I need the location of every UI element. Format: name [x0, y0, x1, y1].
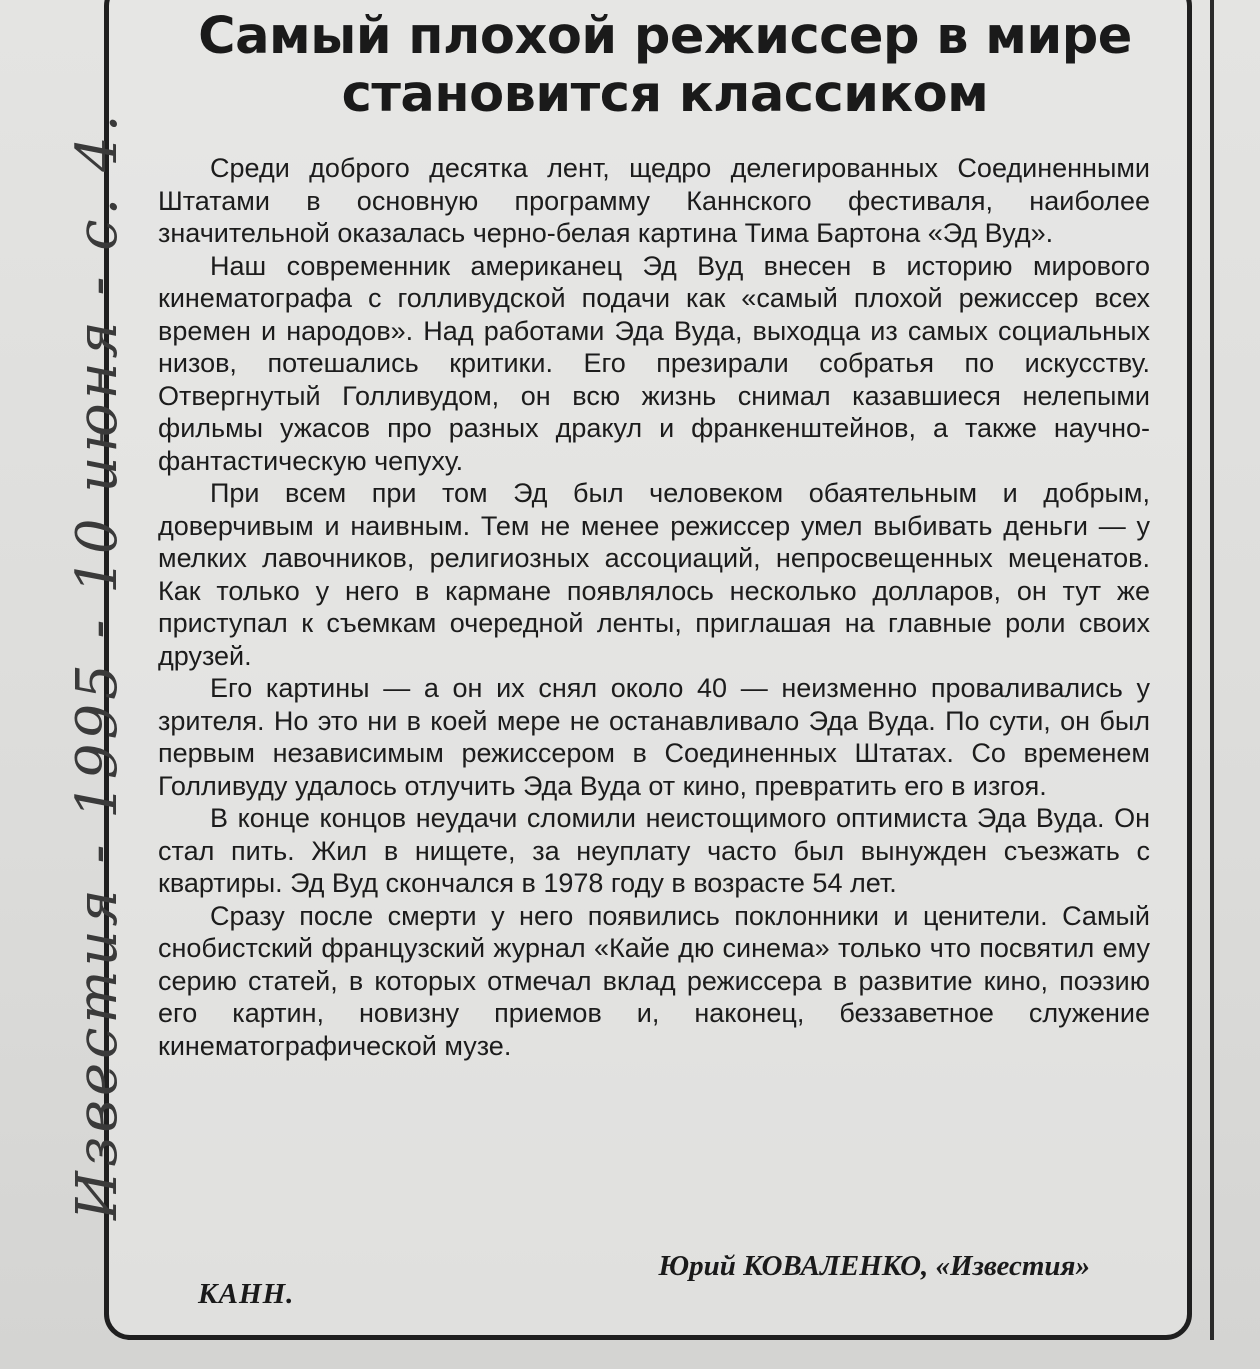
column-rule: [1210, 0, 1214, 1340]
article-headline: Самый плохой режиссер в мире становится классиком: [198, 7, 1132, 124]
article-paragraph: Наш современник американец Эд Вуд внесен в историю мирового кинематографа с голливудской подачи как «самый плохой режиссер всех времен и народов». Над работами Эда Вуда, выходца из самых социальных низов, потешались критики. Его презирали собратья по искусству. Отвергнутый Голливудом, он всю жизнь снимал казавшиеся нелепыми фильмы ужасов про разных дракул и франкенштейнов, а также научно-фантастическую чепуху.: [158, 250, 1150, 476]
article-paragraph: При всем при том Эд был человеком обаятельным и добрым, доверчивым и наивным. Тем не менее режиссер умел выбивать деньги — у мелких лавочников, религиозных ассоциаций, непросвещенных меценатов. Как только у него в кармане появлялось несколько долларов, он тут же приступал к съемкам очередной ленты, приглашая на главные роли своих друзей.: [158, 478, 1150, 671]
article-paragraph: В конце концов неудачи сломили неистощимого оптимиста Эда Вуда. Он стал пить. Жил в нищете, за неуплату часто был вынужден съезжать с квартиры. Эд Вуд скончался в 1978 году в возрасте 54 лет.: [158, 803, 1150, 898]
article-paragraph: Его картины — а он их снял около 40 — неизменно проваливались у зрителя. Но это ни в коей мере не останавливало Эда Вуда. По сути, он был первым независимым режиссером в Соединенных Штатах. Со временем Голливуду удалось отлучить Эда Вуда от кино, превратить его в изгоя.: [158, 673, 1150, 801]
handwritten-source-note: Известия - 1995 - 10 июня - с. 4.: [65, 110, 130, 1220]
dateline: КАНН.: [198, 1278, 295, 1310]
article-paragraph: Среди доброго десятка лент, щедро делегированных Соединенными Штатами в основную программу Каннского фестиваля, наиболее значительной оказалась черно-белая картина Тима Бартона «Эд Вуд».: [158, 153, 1150, 248]
article-paragraph: Сразу после смерти у него появились поклонники и ценители. Самый снобистский французский журнал «Кайе дю синема» только что посвятил ему серию статей, в которых отмечал вклад режиссера в развитие кино, поэзию его картин, новизну приемов и, наконец, беззаветное служение кинематографической музе.: [158, 900, 1150, 1061]
article-body: [158, 152, 1150, 1062]
author-byline: Юрий КОВАЛЕНКО, «Известия»: [658, 1250, 1090, 1282]
